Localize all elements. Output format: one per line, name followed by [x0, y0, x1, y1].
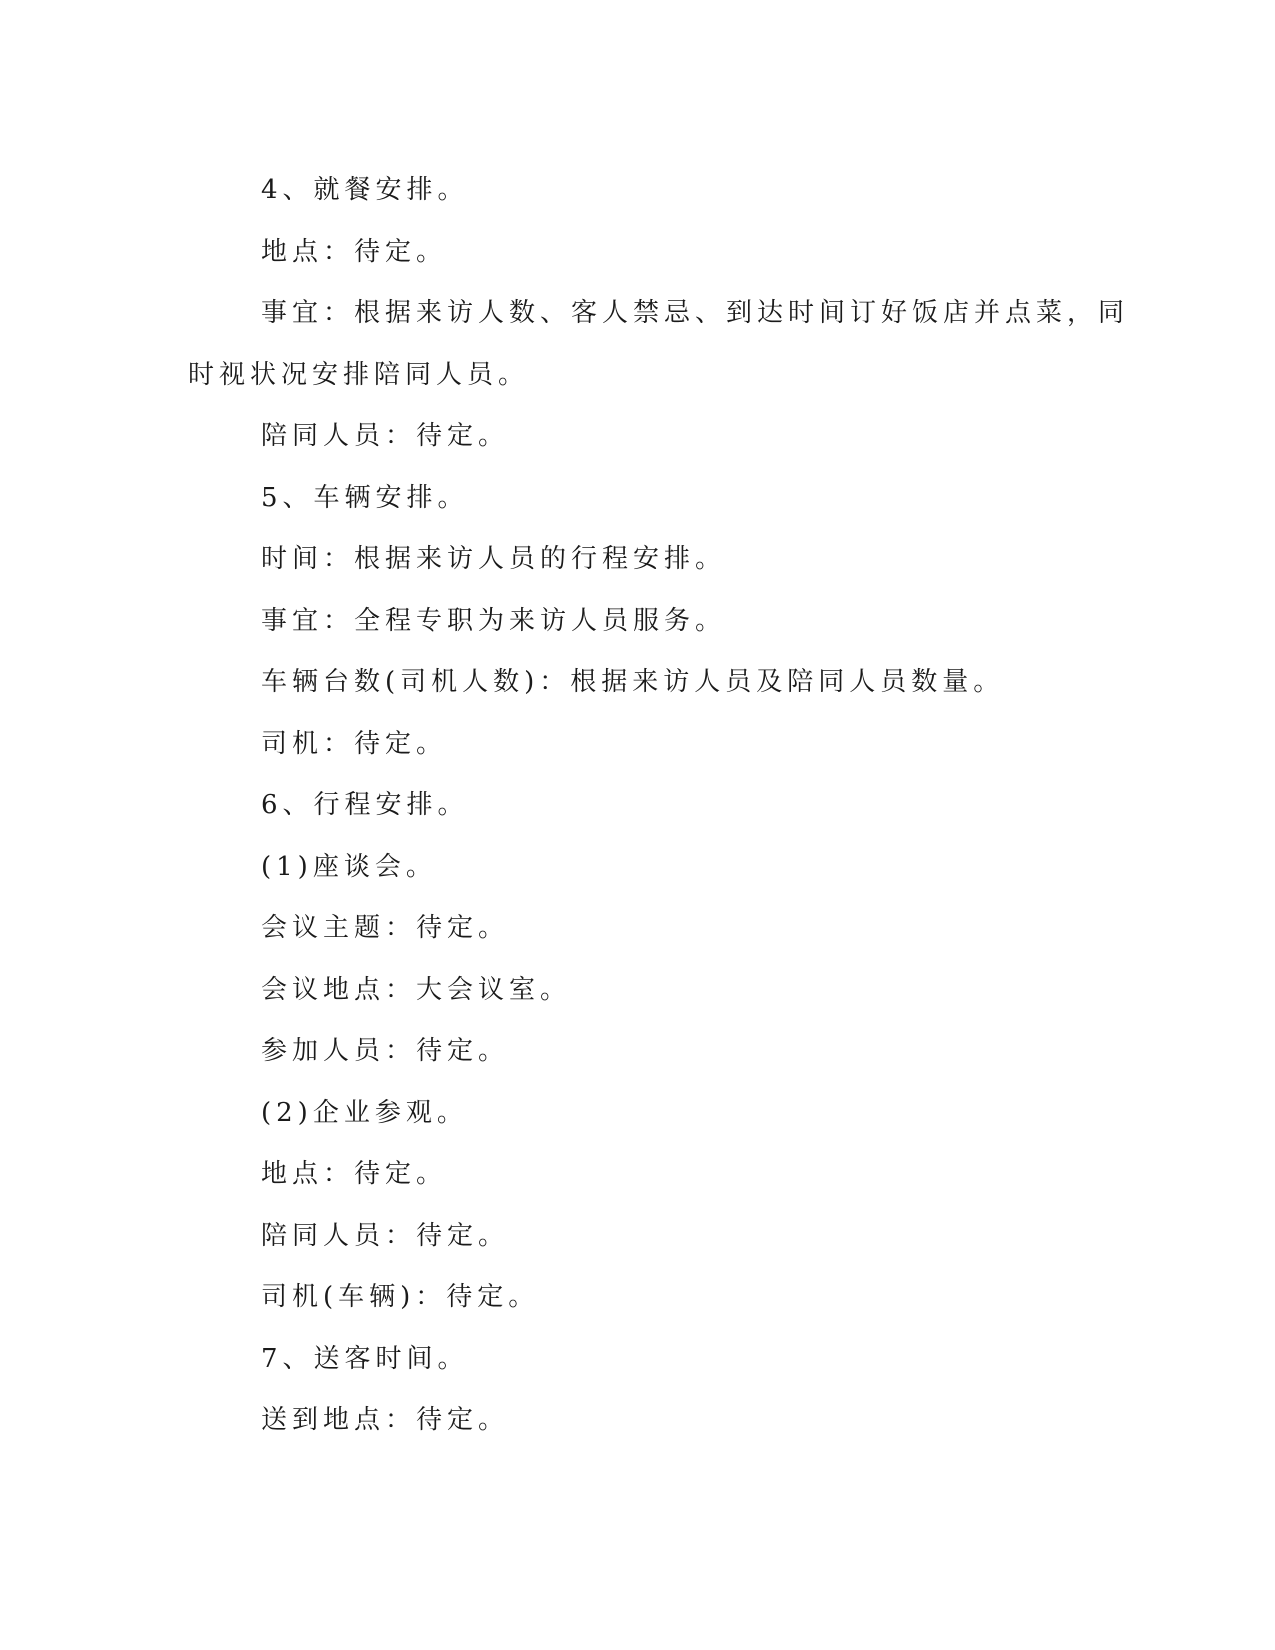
section-heading-itinerary: 6、行程安排。 — [261, 790, 469, 820]
visit-driver: 司机(车辆)：待定。 — [261, 1282, 540, 1312]
itinerary-visit-heading: (2)企业参观。 — [261, 1097, 468, 1128]
symposium-topic: 会议主题：待定。 — [261, 913, 510, 943]
vehicle-matters: 事宜：全程专职为来访人员服务。 — [261, 605, 727, 636]
vehicle-driver: 司机：待定。 — [261, 728, 448, 759]
vehicle-time: 时间：根据来访人员的行程安排。 — [261, 544, 727, 574]
dining-matters-line-1: 事宜：根据来访人数、客人禁忌、到达时间订好饭店并点菜，同 — [261, 298, 1130, 328]
farewell-location: 送到地点：待定。 — [261, 1405, 510, 1435]
document-body — [188, 160, 1130, 1452]
itinerary-symposium-heading: (1)座谈会。 — [261, 851, 437, 882]
section-heading-vehicles: 5、车辆安排。 — [261, 482, 469, 513]
section-heading-dining: 4、就餐安排。 — [261, 175, 469, 205]
section-heading-farewell: 7、送客时间。 — [261, 1343, 469, 1374]
dining-matters-line-2: 时视状况安排陪同人员。 — [188, 359, 530, 390]
dining-escort: 陪同人员：待定。 — [261, 421, 510, 451]
dining-location: 地点：待定。 — [261, 236, 448, 267]
vehicle-count: 车辆台数(司机人数)：根据来访人员及陪同人员数量。 — [261, 667, 1005, 697]
visit-escort: 陪同人员：待定。 — [261, 1220, 510, 1251]
visit-location: 地点：待定。 — [261, 1159, 448, 1189]
symposium-attendees: 参加人员：待定。 — [261, 1036, 510, 1066]
symposium-location: 会议地点：大会议室。 — [261, 974, 572, 1005]
